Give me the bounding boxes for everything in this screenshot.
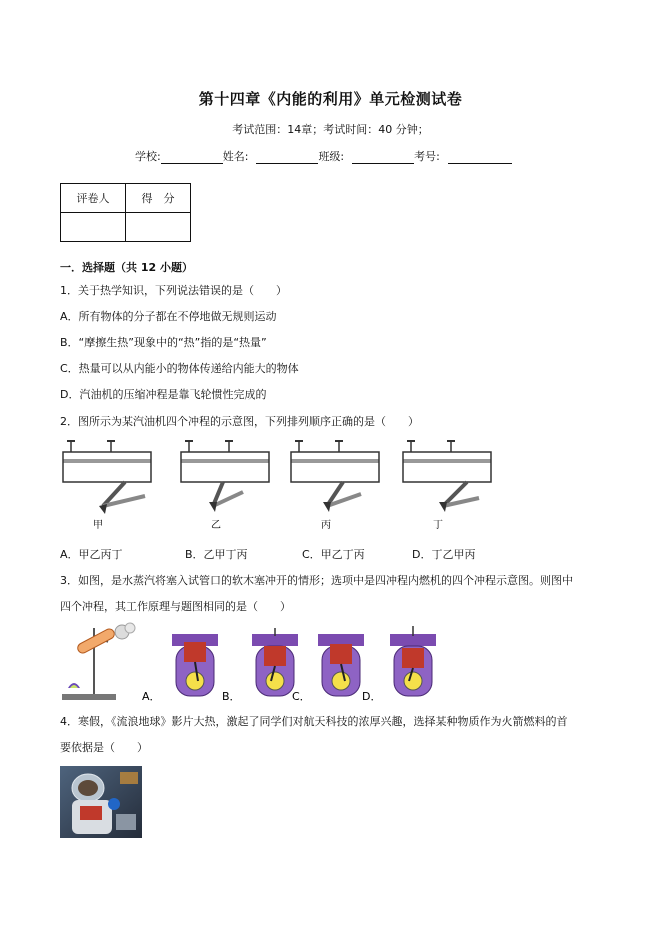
exam-no-label: 考号:	[414, 150, 440, 163]
q3-label-a: A．	[142, 690, 161, 703]
q3-figures	[58, 622, 478, 706]
q3-label-b: B．	[222, 690, 241, 703]
student-info-fields	[135, 148, 512, 164]
page-title: 第十四章《内能的利用》单元检测试卷	[198, 90, 463, 108]
q1-option-b: B．“摩擦生热”现象中的“热”指的是“热量”	[60, 336, 267, 349]
score-cell[interactable]	[126, 213, 191, 242]
engine-figure-c	[318, 634, 364, 696]
q1-option-c: C．热量可以从内能小的物体传递给内能大的物体	[60, 362, 299, 375]
label-yi: 乙	[211, 520, 221, 531]
diagram-bing	[291, 441, 379, 531]
engine-figure-d	[390, 626, 436, 696]
diagram-ding	[403, 441, 491, 531]
q1-option-d: D．汽油机的压缩冲程是靠飞轮惯性完成的	[60, 388, 267, 401]
section-title: 一．选择题（共 12 小题）	[60, 261, 193, 274]
class-blank[interactable]	[352, 151, 414, 164]
name-label: 姓名:	[222, 150, 249, 163]
q2-option-b: B．乙甲丁丙	[185, 548, 248, 561]
q3-stem-line2: 四个冲程，其工作原理与题图相同的是（ ）	[60, 600, 291, 613]
q3-label-c: C．	[292, 690, 311, 703]
q3-label-d: D．	[362, 690, 382, 703]
engine-stroke-diagrams	[55, 438, 495, 538]
engine-figure-b	[252, 628, 298, 696]
q2-option-c: C．甲乙丁丙	[302, 548, 365, 561]
label-ding: 丁	[433, 520, 443, 531]
q2-options	[60, 546, 475, 562]
q2-option-d: D．丁乙甲丙	[412, 548, 476, 561]
diagram-yi	[181, 441, 269, 531]
score-header: 得 分	[126, 184, 191, 213]
q2-option-a: A．甲乙丙丁	[60, 548, 123, 561]
exam-info: 考试范围：14章；考试时间：40 分钟；	[232, 123, 429, 136]
q3-stem-line1: 3．如图，是水蒸汽将塞入试管口的软木塞冲开的情形；选项中是四冲程内燃机的四个冲程示意图。则图中	[60, 574, 573, 587]
exam-no-blank[interactable]	[448, 151, 512, 164]
q4-stem-line1: 4．寒假，《流浪地球》影片大热，激起了同学们对航天科技的浓厚兴趣，选择某种物质作为火箭燃料的首	[60, 715, 568, 728]
grader-cell[interactable]	[61, 213, 126, 242]
school-blank[interactable]	[161, 151, 223, 164]
test-tube-apparatus	[62, 623, 135, 700]
label-bing: 丙	[321, 520, 331, 531]
school-label: 学校:	[135, 150, 161, 163]
q2-stem: 2．图所示为某汽油机四个冲程的示意图，下列排列顺序正确的是（ ）	[60, 415, 419, 428]
name-blank[interactable]	[256, 151, 318, 164]
label-jia: 甲	[93, 520, 103, 531]
grader-header: 评卷人	[61, 184, 126, 213]
q1-stem: 1．关于热学知识，下列说法错误的是（ ）	[60, 284, 287, 297]
q4-stem-line2: 要依据是（ ）	[60, 741, 148, 754]
diagram-jia	[63, 441, 151, 531]
score-table	[60, 183, 191, 242]
class-label: 班级:	[318, 150, 345, 163]
q1-option-a: A．所有物体的分子都在不停地做无规则运动	[60, 310, 277, 323]
astronaut-photo	[60, 766, 142, 838]
engine-figure-a	[172, 634, 218, 696]
